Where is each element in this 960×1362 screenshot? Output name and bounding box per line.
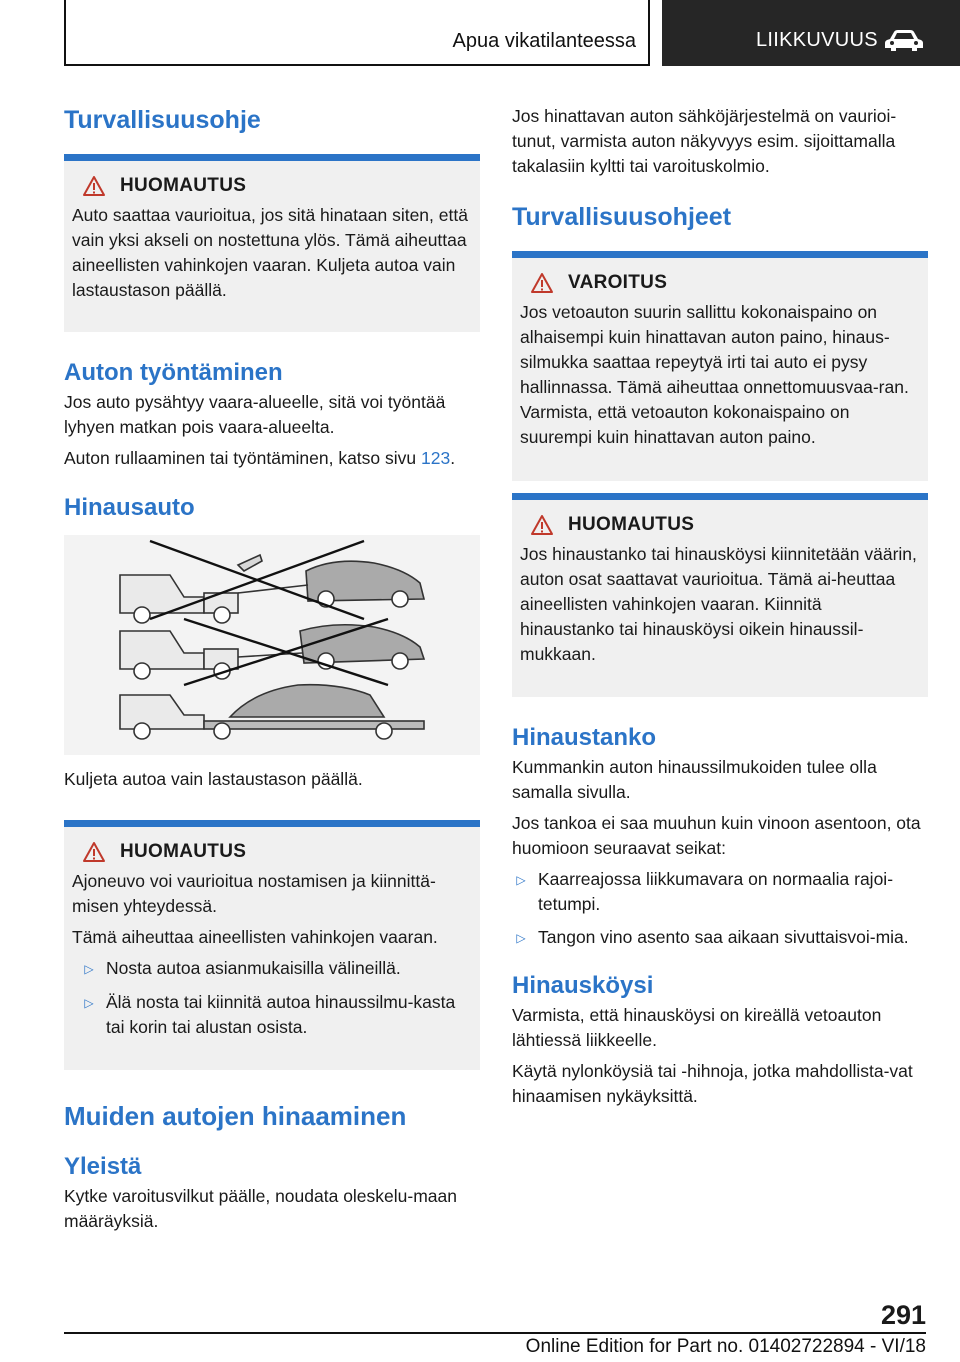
warning-box xyxy=(512,251,928,481)
notice-box-2 xyxy=(64,820,480,1070)
paragraph: Varmista, että hinausköysi on kireällä vetoauton lähtiessä liikkeelle. xyxy=(512,1005,882,1050)
page-number: 291 xyxy=(880,1300,926,1330)
notice-label: HUOMAUTUS xyxy=(120,841,247,862)
list-item-text: Nosta autoa asianmukaisilla välineillä. xyxy=(106,958,401,978)
heading-safety: Turvallisuusohje xyxy=(64,106,261,134)
warning-head xyxy=(520,272,920,294)
bullet-arrow-icon: ▷ xyxy=(516,931,526,945)
list-item-text: Kaarreajossa liikkumavara on normaalia rajoi-tetumpi. xyxy=(538,869,894,914)
header-right-rule xyxy=(648,0,650,66)
text: . xyxy=(450,448,456,468)
warning-triangle-icon xyxy=(530,272,554,294)
list-item-text: Tangon vino asento saa aikaan sivuttaisvoi-mia. xyxy=(538,927,909,947)
footer-rule xyxy=(64,1332,926,1334)
paragraph: Jos hinattavan auton sähköjärjestelmä on vaurioi-tunut, varmista auton näkyvyys esim. sijoittamalla takalasiin kyltti tai varoituskolmio. xyxy=(512,106,897,176)
notice-text: Ajoneuvo voi vaurioitua nostamisen ja kiinnittä-misen yhteydessä. xyxy=(72,871,436,916)
heading-general: Yleistä xyxy=(64,1153,142,1180)
heading-safety-instructions: Turvallisuusohjeet xyxy=(512,203,732,231)
header-left-rule xyxy=(64,0,66,66)
warning-triangle-icon xyxy=(530,514,554,536)
list-item xyxy=(72,956,472,982)
bullet-arrow-icon: ▷ xyxy=(84,996,94,1010)
right-column xyxy=(512,104,928,1109)
list-item xyxy=(72,990,472,1040)
notice-box-1 xyxy=(64,154,480,332)
bullet-arrow-icon: ▷ xyxy=(516,873,526,887)
notice-head xyxy=(72,175,472,197)
edition-text: Online Edition for Part no. 01402722894 - VI/18 xyxy=(525,1336,926,1357)
section-title: Apua vikatilanteessa xyxy=(452,30,636,52)
warning-text: Jos vetoauton suurin sallittu kokonaispaino on alhaisempi kuin hinattavan auton paino, hinaus-silmukka saattaa repeytyä irti tai auto ei pysy hallinnassa. Tämä aiheuttaa onnettomuusvaa-ran. Varmista, että vetoauton kokonaispaino on suurempi kuin hinattavan auton paino. xyxy=(520,302,909,447)
paragraph: Käytä nylonköysiä tai -hihnoja, jotka mahdollista-vat hinaamisen nykäyksittä. xyxy=(512,1061,913,1106)
list-item-text: Älä nosta tai kiinnitä autoa hinaussilmu-kasta tai korin tai alustan osista. xyxy=(106,992,456,1037)
paragraph xyxy=(64,446,480,471)
tow-trucks-illustration xyxy=(64,535,480,755)
warning-label: VAROITUS xyxy=(568,272,668,293)
car-icon xyxy=(884,29,924,53)
tow-illustration xyxy=(64,535,480,755)
warning-triangle-icon xyxy=(82,841,106,863)
notice-label: HUOMAUTUS xyxy=(120,175,247,196)
paragraph: Jos tankoa ei saa muuhun kuin vinoon asentoon, ota huomioon seuraavat seikat: xyxy=(512,813,921,858)
figure-caption: Kuljeta autoa vain lastaustason päällä. xyxy=(64,769,363,789)
notice-text: Tämä aiheuttaa aineellisten vahinkojen vaaran. xyxy=(72,927,438,947)
paragraph: Kytke varoitusvilkut päälle, noudata oleskelu-maan määräyksiä. xyxy=(64,1186,457,1231)
header-rule xyxy=(64,64,650,66)
notice-label: HUOMAUTUS xyxy=(568,514,695,535)
heading-tow-bar: Hinaustanko xyxy=(512,724,657,751)
list-item xyxy=(504,925,928,951)
notice-text: Jos hinaustanko tai hinausköysi kiinnitetään väärin, auton osat saattavat vaurioitua. Tämä ai-heuttaa aineellisten vahinkojen vaaran. Kiinnitä hinaustanko tai hinausköysi oikein hinaussil-mukkaan. xyxy=(520,544,917,664)
left-column xyxy=(64,104,480,1234)
page-link[interactable]: 123 xyxy=(421,448,451,468)
notice-head xyxy=(72,841,472,863)
notice-box-3 xyxy=(512,493,928,697)
warning-triangle-icon xyxy=(82,175,106,197)
heading-towing-others: Muiden autojen hinaaminen xyxy=(64,1101,407,1131)
bullet-arrow-icon: ▷ xyxy=(84,962,94,976)
paragraph: Kummankin auton hinaussilmukoiden tulee olla samalla sivulla. xyxy=(512,757,877,802)
chapter-tab-label: LIIKKUVUUS xyxy=(756,29,878,51)
notice-text: Auto saattaa vaurioitua, jos sitä hinataan siten, että vain yksi akseli on nostettuna ylös. Tämä aiheuttaa aineellisten vahinkojen vaaran. Kuljeta autoa vain lastaustason päällä. xyxy=(72,205,468,300)
text: Auton rullaaminen tai työntäminen, katso sivu xyxy=(64,448,421,468)
notice-head xyxy=(520,514,920,536)
heading-push: Auton työntäminen xyxy=(64,359,283,386)
heading-tow-truck: Hinausauto xyxy=(64,494,195,521)
heading-tow-rope: Hinausköysi xyxy=(512,972,654,999)
paragraph: Jos auto pysähtyy vaara-alueelle, sitä voi työntää lyhyen matkan pois vaara-alueelta. xyxy=(64,392,446,437)
list-item xyxy=(504,867,928,917)
